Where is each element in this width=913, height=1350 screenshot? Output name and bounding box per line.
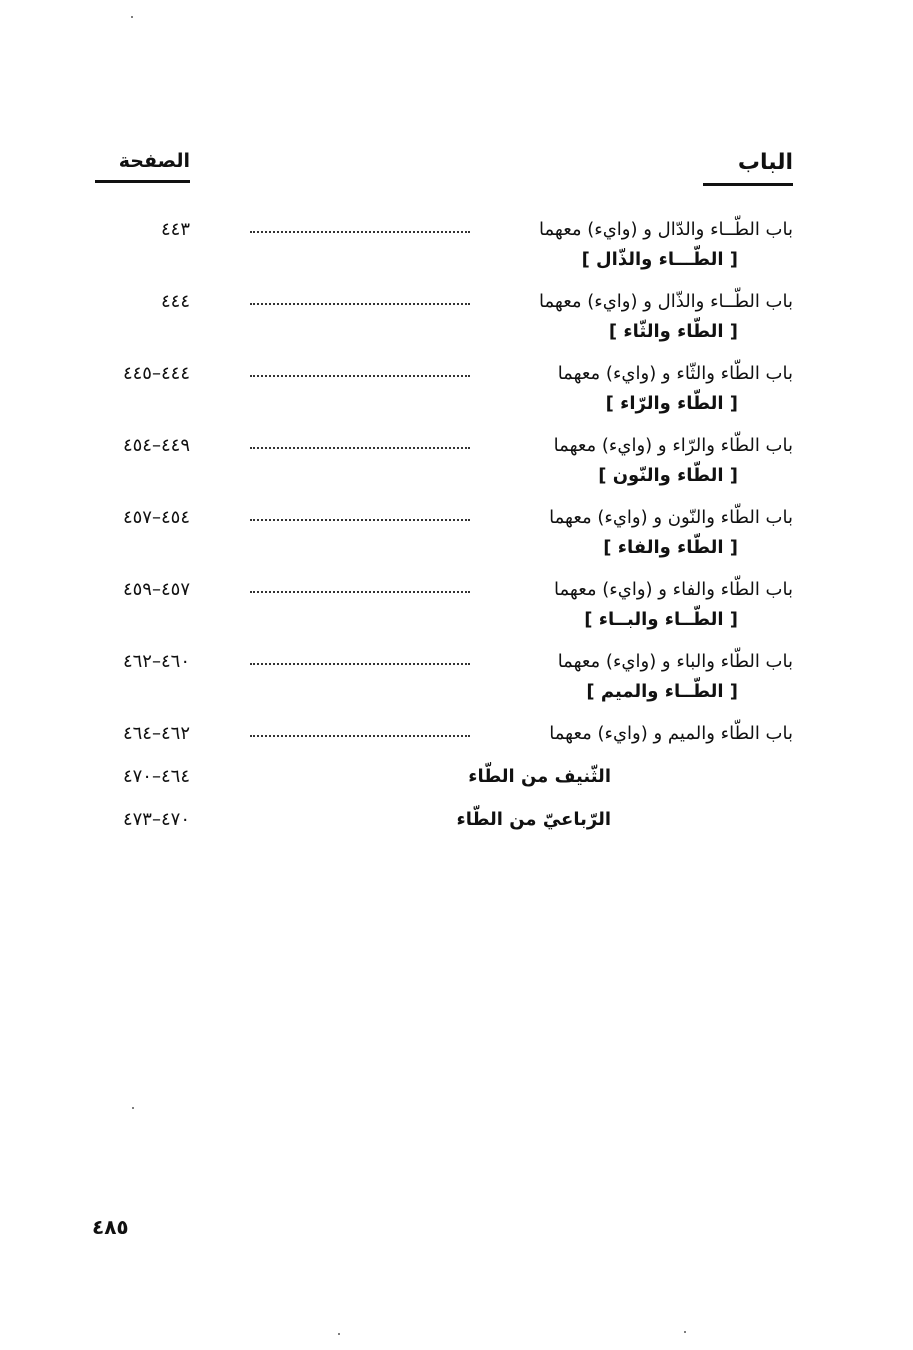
section-pages: ٤٧٠–٤٧٣ bbox=[122, 809, 190, 830]
entry-pages: ٤٤٩–٤٥٤ bbox=[122, 435, 190, 456]
entry-pages: ٤٦٢–٤٦٤ bbox=[122, 723, 190, 744]
dot-leader bbox=[250, 375, 470, 377]
toc-section bbox=[0, 808, 913, 838]
scan-speck bbox=[132, 1107, 134, 1109]
entry-title: باب الطّاء والميم و (وايء) معهما bbox=[549, 723, 793, 744]
entry-subtitle: [ الطّاء والنّون ] bbox=[598, 465, 738, 486]
entry-pages: ٤٤٤–٤٤٥ bbox=[122, 363, 190, 384]
entry-subtitle: [ الطّــاء والبــاء ] bbox=[584, 609, 738, 630]
dot-leader bbox=[250, 303, 470, 305]
scan-speck bbox=[684, 1331, 686, 1333]
entry-pages: ٤٦٠–٤٦٢ bbox=[122, 651, 190, 672]
entry-pages: ٤٤٤ bbox=[160, 291, 190, 312]
dot-leader bbox=[250, 519, 470, 521]
section-pages: ٤٦٤–٤٧٠ bbox=[122, 766, 190, 787]
scan-speck bbox=[131, 16, 133, 18]
column-header-chapter: الباب bbox=[703, 150, 793, 186]
entry-title: باب الطّــاء والذّال و (وايء) معهما bbox=[539, 291, 793, 312]
entry-subtitle: [ الطّــاء والميم ] bbox=[586, 681, 738, 702]
page-number: ٤٨٥ bbox=[92, 1215, 129, 1239]
entry-pages: ٤٥٧–٤٥٩ bbox=[122, 579, 190, 600]
entry-pages: ٤٤٣ bbox=[160, 219, 190, 240]
entry-subtitle: [ الطّاء والرّاء ] bbox=[605, 393, 738, 414]
dot-leader bbox=[250, 447, 470, 449]
entry-title: باب الطّاء والفاء و (وايء) معهما bbox=[554, 579, 793, 600]
toc-section bbox=[0, 765, 913, 795]
entry-title: باب الطّــاء والدّال و (وايء) معهما bbox=[539, 219, 793, 240]
toc-entry bbox=[0, 650, 913, 716]
column-header-page: الصفحة bbox=[95, 150, 190, 183]
section-title: الرّباعيّ من الطّاء bbox=[456, 809, 611, 830]
dot-leader bbox=[250, 591, 470, 593]
scan-speck bbox=[338, 1333, 340, 1335]
entry-title: باب الطّاء والرّاء و (وايء) معهما bbox=[553, 435, 793, 456]
entry-title: باب الطّاء والنّون و (وايء) معهما bbox=[549, 507, 793, 528]
toc-entry bbox=[0, 290, 913, 356]
entry-subtitle: [ الطّاء والثّاء ] bbox=[608, 321, 738, 342]
toc-entry bbox=[0, 362, 913, 428]
dot-leader bbox=[250, 735, 470, 737]
entry-subtitle: [ الطّاء والفاء ] bbox=[603, 537, 738, 558]
entry-title: باب الطّاء والثّاء و (وايء) معهما bbox=[557, 363, 793, 384]
dot-leader bbox=[250, 663, 470, 665]
entry-title: باب الطّاء والباء و (وايء) معهما bbox=[557, 651, 793, 672]
toc-entry bbox=[0, 578, 913, 644]
section-title: الثّنيف من الطّاء bbox=[468, 766, 611, 787]
toc-entry bbox=[0, 434, 913, 500]
entry-subtitle: [ الطّـــاء والذّال ] bbox=[581, 249, 738, 270]
toc-entry bbox=[0, 218, 913, 284]
toc-entry bbox=[0, 506, 913, 572]
dot-leader bbox=[250, 231, 470, 233]
entry-pages: ٤٥٤–٤٥٧ bbox=[122, 507, 190, 528]
